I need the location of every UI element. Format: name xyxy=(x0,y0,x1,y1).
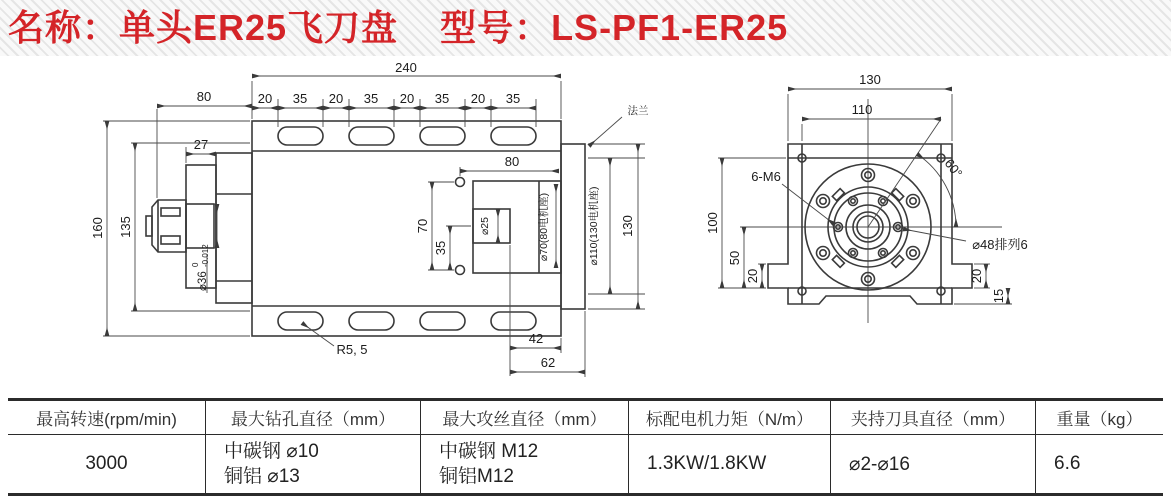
svg-text:20: 20 xyxy=(257,91,273,106)
svg-text:20: 20 xyxy=(745,268,760,284)
spec-value-drill-line1: 中碳钢 ⌀10 xyxy=(224,441,319,462)
spec-value-tap xyxy=(421,435,628,493)
spec-header-drill: 最大钻孔直径（mm） xyxy=(206,401,420,435)
svg-text:6-M6: 6-M6 xyxy=(751,169,781,184)
spec-col-drill xyxy=(205,401,420,493)
spec-value-torque: 1.3KW/1.8KW xyxy=(647,453,767,474)
svg-text:20: 20 xyxy=(969,268,984,284)
spec-header-torque: 标配电机力矩（N/m） xyxy=(629,401,830,435)
m6-callout xyxy=(751,169,834,224)
dim-dia110-motor xyxy=(587,158,645,294)
svg-text:20: 20 xyxy=(399,91,415,106)
svg-text:⌀70(80电机座): ⌀70(80电机座) xyxy=(538,192,550,262)
dim-35 xyxy=(433,226,471,270)
mount-slot xyxy=(349,127,394,145)
svg-text:27: 27 xyxy=(193,137,209,152)
svg-text:80: 80 xyxy=(196,89,212,104)
svg-text:130: 130 xyxy=(620,215,635,237)
mount-slot xyxy=(491,312,536,330)
dim-overall-width xyxy=(252,60,561,119)
spec-header-tap: 最大攻丝直径（mm） xyxy=(421,401,628,435)
dim-80-inner xyxy=(460,154,559,176)
product-model: 型号：LS-PF1-ER25 xyxy=(440,7,789,48)
flange-callout xyxy=(589,104,649,146)
svg-text:70: 70 xyxy=(415,218,430,234)
spec-col-speed xyxy=(8,401,205,493)
svg-text:⌀36: ⌀36 xyxy=(197,271,209,291)
svg-text:130: 130 xyxy=(859,72,881,87)
technical-drawing xyxy=(0,56,1171,398)
svg-text:35: 35 xyxy=(363,91,379,106)
svg-text:160: 160 xyxy=(90,217,105,239)
side-view xyxy=(90,60,649,377)
collet-slot xyxy=(161,208,180,216)
spec-value-tap-line1: 中碳钢 M12 xyxy=(439,441,539,462)
svg-text:法兰: 法兰 xyxy=(627,105,649,117)
spec-value-drill xyxy=(206,435,420,493)
spec-header-tool-dia: 夹持刀具直径（mm） xyxy=(831,401,1035,435)
spec-col-weight xyxy=(1035,401,1163,493)
spec-value-tool-dia: ⌀2-⌀16 xyxy=(849,453,910,475)
svg-text:50: 50 xyxy=(727,250,742,266)
spec-value-speed: 3000 xyxy=(85,453,128,474)
svg-text:20: 20 xyxy=(328,91,344,106)
dim-dia70-motor xyxy=(537,184,556,268)
svg-text:60°: 60° xyxy=(941,155,966,181)
mount-slot xyxy=(278,127,323,145)
screw-hole xyxy=(456,266,465,275)
spec-value-weight: 6.6 xyxy=(1054,453,1081,474)
collet-slot xyxy=(161,236,180,244)
flange-plate xyxy=(561,144,585,309)
mount-slot xyxy=(491,127,536,145)
svg-text:35: 35 xyxy=(505,91,521,106)
svg-text:⌀110(130电机座): ⌀110(130电机座) xyxy=(588,186,600,266)
collet-nose xyxy=(146,216,152,236)
spec-col-torque xyxy=(628,401,830,493)
svg-text:35: 35 xyxy=(434,91,450,106)
svg-text:240: 240 xyxy=(395,60,417,75)
svg-text:42: 42 xyxy=(528,331,544,346)
spec-table xyxy=(8,398,1163,496)
svg-text:80: 80 xyxy=(504,154,520,169)
dim-135 xyxy=(118,143,250,311)
svg-text:62: 62 xyxy=(540,355,556,370)
svg-text:35: 35 xyxy=(292,91,308,106)
svg-text:R5, 5: R5, 5 xyxy=(336,342,368,357)
svg-text:20: 20 xyxy=(470,91,486,106)
svg-text:135: 135 xyxy=(118,216,133,238)
spec-value-tap-line2: 铜铝M12 xyxy=(439,466,514,487)
mount-slot xyxy=(420,127,465,145)
spec-col-tool-dia xyxy=(830,401,1035,493)
screw-hole xyxy=(456,178,465,187)
dim-dia25 xyxy=(479,209,498,243)
svg-text:15: 15 xyxy=(991,288,1006,304)
svg-text:100: 100 xyxy=(705,212,720,234)
svg-text:35: 35 xyxy=(433,240,448,256)
dim-27 xyxy=(186,137,216,163)
svg-text:-0.012: -0.012 xyxy=(201,244,210,267)
front-dim-20-left xyxy=(745,264,766,288)
front-dim-110 xyxy=(802,102,941,141)
dim-62 xyxy=(510,311,585,377)
spec-header-weight: 重量（kg） xyxy=(1036,401,1163,435)
front-view xyxy=(705,72,1028,323)
bolt-circle-callout xyxy=(903,229,1028,252)
title-bar xyxy=(0,0,1171,56)
slot-radius-callout xyxy=(302,323,368,357)
spec-col-tap xyxy=(420,401,628,493)
mount-slot xyxy=(349,312,394,330)
spec-value-drill-line2: 铜铝 ⌀13 xyxy=(224,466,300,487)
svg-text:⌀48排列6: ⌀48排列6 xyxy=(972,237,1028,252)
mount-slot xyxy=(420,312,465,330)
svg-text:⌀25: ⌀25 xyxy=(479,216,491,236)
front-dim-15 xyxy=(954,288,1012,304)
svg-text:110: 110 xyxy=(851,102,873,117)
spec-header-speed: 最高转速(rpm/min) xyxy=(8,401,205,435)
mount-slot xyxy=(278,312,323,330)
svg-text:0: 0 xyxy=(191,262,200,267)
product-name: 名称：单头ER25飞刀盘 xyxy=(8,7,399,48)
